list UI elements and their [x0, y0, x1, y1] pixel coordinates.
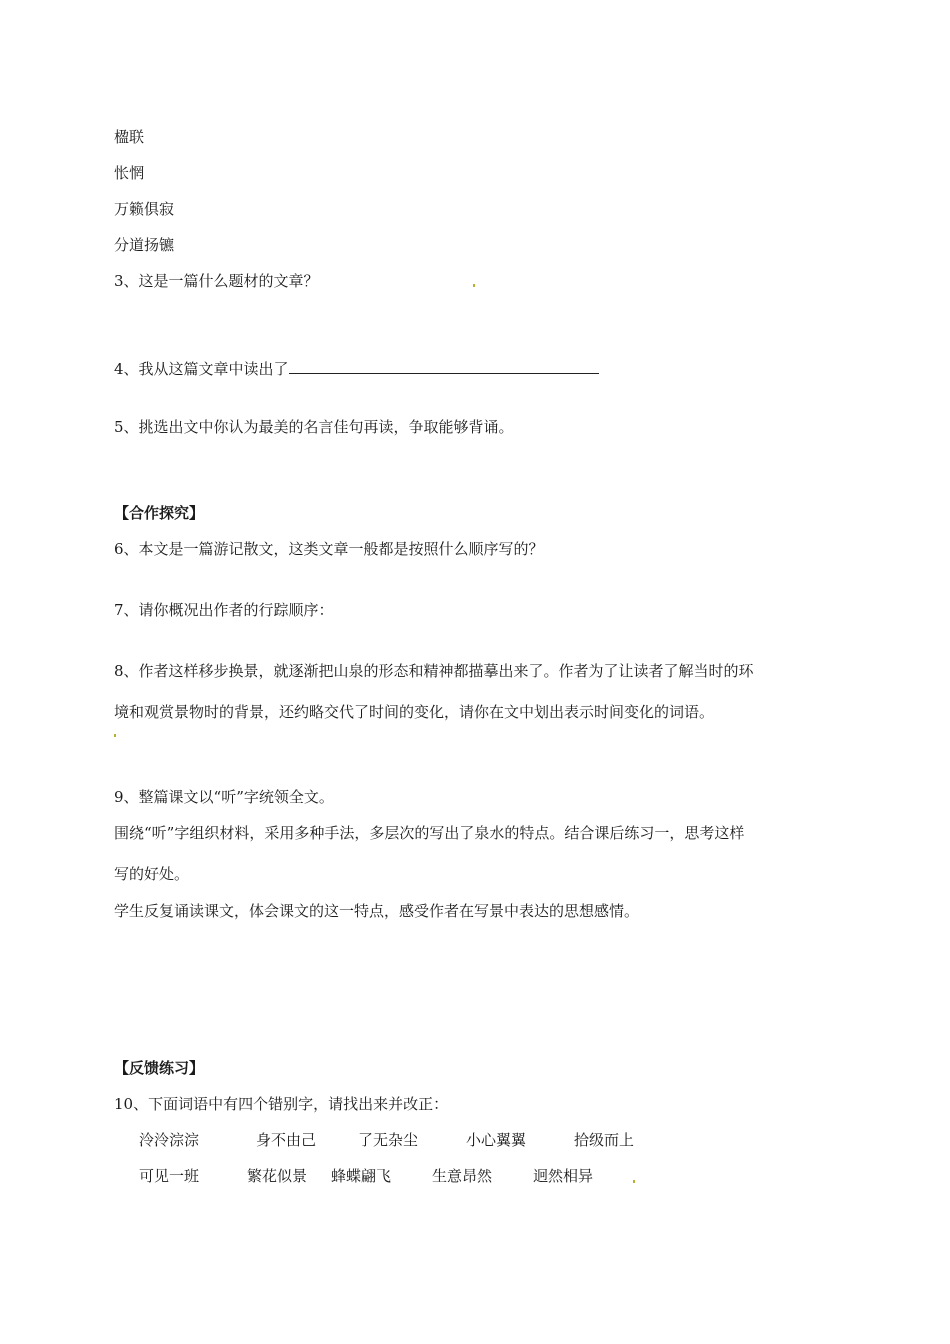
word-item: 身不由己: [256, 1131, 317, 1149]
word-item: 小心翼翼: [466, 1131, 527, 1149]
word-item: 迥然相异: [533, 1167, 594, 1185]
vocab-item-2: 怅惘: [114, 164, 145, 182]
question-4: [114, 357, 599, 379]
question-9-line-2: 围绕“听”字组织材料，采用多种手法，多层次的写出了泉水的特点。结合课后练习一，思考这样: [114, 824, 745, 842]
section-heading-feedback: 【反馈练习】: [114, 1059, 205, 1077]
answer-blank[interactable]: [289, 357, 599, 374]
vocab-item-3: 万籁俱寂: [114, 200, 175, 218]
question-8-line-1: 8、作者这样移步换景，就逐渐把山泉的形态和精神都描摹出来了。作者为了让读者了解当时的环: [114, 662, 754, 680]
question-9-line-3: 写的好处。: [114, 865, 190, 883]
word-item: 了无杂尘: [358, 1131, 419, 1149]
question-10: 10、下面词语中有四个错别字，请找出来并改正：: [114, 1095, 449, 1113]
decor-dot: [114, 734, 116, 737]
decor-dot: [473, 284, 475, 287]
word-item: 蜂蝶翩飞: [331, 1167, 392, 1185]
question-5: 5、挑选出文中你认为最美的名言佳句再读，争取能够背诵。: [114, 418, 514, 436]
word-item: 泠泠淙淙: [139, 1131, 200, 1149]
vocab-item-4: 分道扬镳: [114, 236, 175, 254]
word-item: 拾级而上: [574, 1131, 635, 1149]
section-heading-cooperative: 【合作探究】: [114, 504, 205, 522]
question-7: 7、请你概况出作者的行踪顺序：: [114, 601, 334, 619]
word-item: 可见一班: [139, 1167, 200, 1185]
question-4-text: 4、我从这篇文章中读出了: [114, 360, 289, 378]
question-8-line-2: 境和观赏景物时的背景，还约略交代了时间的变化，请你在文中划出表示时间变化的词语。: [114, 703, 715, 721]
question-9: 9、整篇课文以“听”字统领全文。: [114, 788, 334, 806]
word-item: 繁花似景: [247, 1167, 308, 1185]
decor-dot: [633, 1180, 635, 1183]
question-9-line-4: 学生反复诵读课文，体会课文的这一特点，感受作者在写景中表达的思想感情。: [114, 902, 640, 920]
word-item: 生意昂然: [432, 1167, 493, 1185]
vocab-item-1: 楹联: [114, 128, 145, 146]
question-3: 3、这是一篇什么题材的文章？: [114, 272, 319, 290]
question-6: 6、本文是一篇游记散文，这类文章一般都是按照什么顺序写的？: [114, 540, 544, 558]
